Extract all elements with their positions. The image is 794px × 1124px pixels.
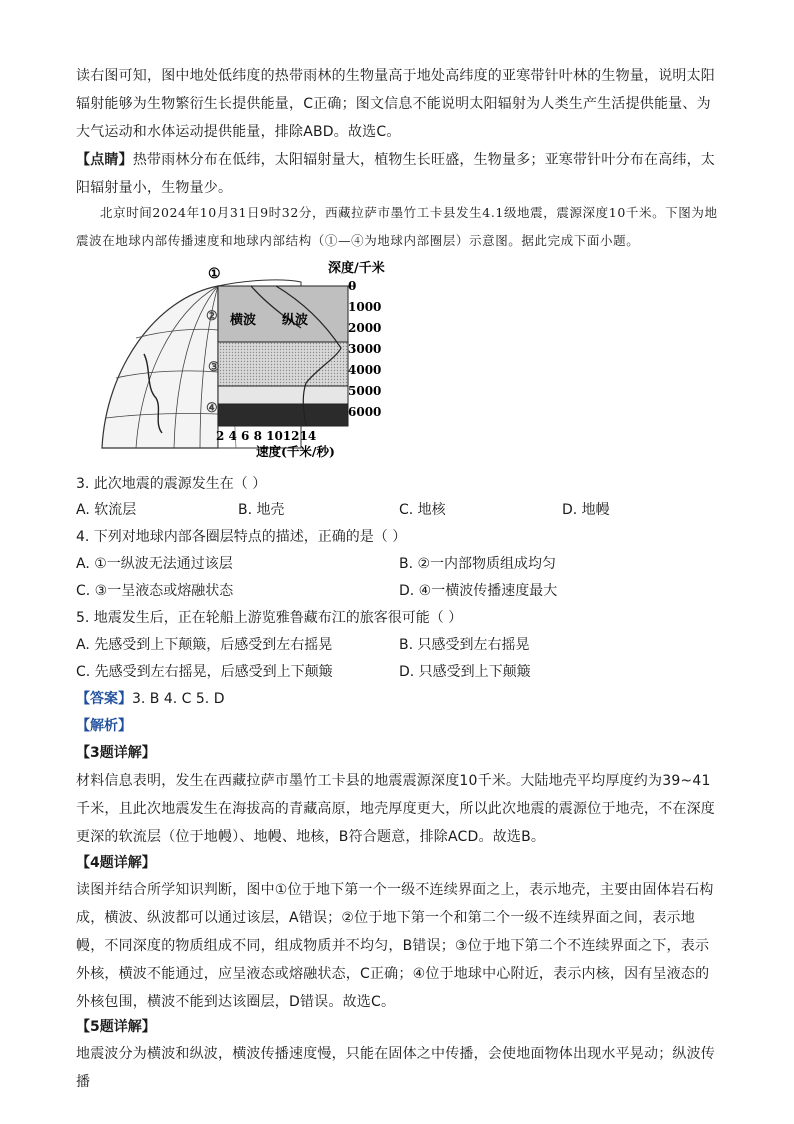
- depth-tick-1000: 1000: [348, 300, 382, 314]
- question-3-option-b: B. 地壳: [238, 502, 285, 518]
- depth-tick-6000: 6000: [348, 405, 382, 419]
- p-wave-label: 纵波: [282, 313, 309, 328]
- depth-tick-0: 0: [348, 279, 357, 293]
- q5-detail-text: 地震波分为横波和纵波，横波传播速度慢，只能在固体之中传播，会使地面物体出现水平晃动；纵波传播: [76, 1046, 715, 1090]
- answer-text: 3. B 4. C 5. D: [132, 691, 225, 707]
- analysis-label: 【解析】: [76, 718, 132, 734]
- q4-detail-label: 【4题详解】: [76, 855, 156, 871]
- depth-tick-5000: 5000: [348, 384, 382, 398]
- keypoint-label: 【点睛】: [76, 152, 133, 168]
- speed-axis: [216, 426, 348, 458]
- q3-detail-label: 【3题详解】: [76, 745, 156, 761]
- layer-marker-4: ④: [206, 401, 218, 416]
- keypoint-paragraph: [76, 146, 720, 202]
- answer-line: [76, 689, 224, 709]
- keypoint-text: 热带雨林分布在低纬，太阳辐射量大，植物生长旺盛，生物量多；亚寒带针叶分布在高纬，太阳辐射量小，生物量少。: [76, 152, 716, 196]
- depth-tick-4000: 4000: [348, 363, 382, 377]
- question-3-option-d: D. 地幔: [562, 502, 610, 518]
- speed-axis-title: 速度(千米/秒): [256, 444, 335, 458]
- question-4-option-c: C. ③一呈液态或熔融状态: [76, 583, 234, 599]
- question-3-stem: 3. 此次地震的震源发生在（ ）: [76, 476, 267, 492]
- question-4-option-a: A. ①一纵波无法通过该层: [76, 556, 233, 572]
- question-4-option-b: B. ②一内部物质组成均匀: [399, 556, 557, 572]
- question-4-option-d: D. ④一横波传播速度最大: [399, 583, 558, 599]
- speed-ticks: 2 4 6 8 101214: [216, 429, 317, 443]
- question-5-stem: 5. 地震发生后，正在轮船上游览雅鲁藏布江的旅客很可能（ ）: [76, 610, 463, 626]
- q5-detail-label: 【5题详解】: [76, 1019, 156, 1035]
- material-text: 北京时间2024年10月31日9时32分，西藏拉萨市墨竹工卡县发生4.1级地震，震源深度10千米。下图为地震波在地球内部传播速度和地球内部结构（①—④为地球内部圈层）示意图。据此完成下面小题。: [76, 205, 718, 248]
- question-5-option-d: D. 只感受到上下颠簸: [399, 664, 531, 680]
- question-3-option-a: A. 软流层: [76, 502, 137, 518]
- question-4-stem: 4. 下列对地球内部各圈层特点的描述，正确的是（ ）: [76, 529, 407, 545]
- previous-analysis-text: 读右图可知，图中地处低纬度的热带雨林的生物量高于地处高纬度的亚寒带针叶林的生物量，说明太阳辐射能够为生物繁衍生长提供能量，C正确；图文信息不能说明太阳辐射为人类生产生活提供能量、为大气运动和水体运动提供能量，排除ABD。故选C。: [76, 68, 715, 140]
- q4-detail-text: 读图并结合所学知识判断，图中①位于地下第一个一级不连续界面之上，表示地壳，主要由固体岩石构成，横波、纵波都可以通过该层，A错误；②位于地下第一个和第二个一级不连续界面之间，表示地幔，不同深度的物质组成不同，组成物质并不均匀，B错误；③位于地下第二个不连续界面之下，表示外核，横波不能通过，应呈液态或熔融状态，C正确；④位于地球中心附近，表示内核，因有呈液态的外核包围，横波不能到达该圈层，D错误。故选C。: [76, 882, 714, 1010]
- earth-structure-figure: [96, 258, 416, 458]
- q3-detail-text: 材料信息表明，发生在西藏拉萨市墨竹工卡县的地震震源深度10千米。大陆地壳平均厚度约为39~41千米，且此次地震发生在海拔高的青藏高原，地壳厚度更大，所以此次地震的震源位于地壳，不在深度更深的软流层（位于地幔）、地幔、地核，B符合题意，排除ACD。故选B。: [76, 773, 715, 845]
- question-5-option-c: C. 先感受到左右摇晃，后感受到上下颠簸: [76, 664, 333, 680]
- layer-marker-3: ③: [208, 360, 220, 375]
- s-wave-label: 横波: [230, 313, 257, 328]
- question-5-option-a: A. 先感受到上下颠簸，后感受到左右摇晃: [76, 637, 333, 653]
- layer-marker-1: ①: [208, 266, 221, 282]
- layer-marker-2: ②: [206, 309, 218, 324]
- question-3-option-c: C. 地核: [399, 502, 446, 518]
- answer-label: 【答案】: [76, 691, 132, 707]
- depth-tick-2000: 2000: [348, 321, 382, 335]
- depth-axis-title: 深度/千米: [328, 261, 385, 276]
- depth-tick-3000: 3000: [348, 342, 382, 356]
- question-5-option-b: B. 只感受到左右摇晃: [399, 637, 530, 653]
- layer-block: [218, 286, 348, 426]
